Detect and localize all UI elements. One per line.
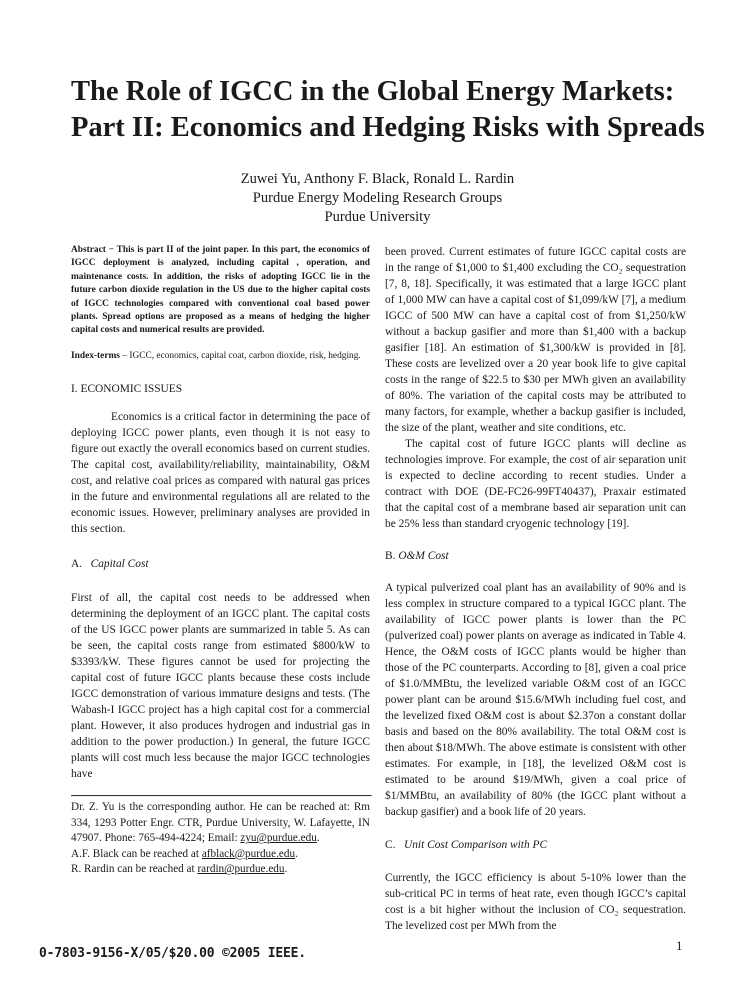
subsection-b-label: B.	[385, 550, 396, 562]
footnote-corresponding: Dr. Z. Yu is the corresponding author. He can be reached at: Rm 334, 1293 Potter Engr. CTR, Purdue University, W. Lafayette, IN 47907. Phone: 765-494-4224; Email: zyu@purdue.edu.	[71, 801, 370, 845]
subsection-c-label: C.	[385, 839, 396, 851]
subsection-heading-unit-cost	[385, 837, 686, 853]
email-link-black[interactable]: afblack@purdue.edu	[201, 847, 296, 860]
index-terms	[71, 350, 370, 363]
title-line-2: Part II: Economics and Hedging Risks with Spreads	[71, 112, 705, 143]
abstract-label: Abstract	[71, 245, 106, 255]
subsection-b-title: O&M Cost	[398, 550, 449, 562]
index-terms-text: – IGCC, economics, capital coat, carbon dioxide, risk, hedging.	[119, 350, 361, 361]
right-column	[385, 244, 686, 934]
abstract	[71, 244, 370, 338]
footnote-black: A.F. Black can be reached at afblack@purdue.edu.	[71, 847, 298, 860]
unit-cost-paragraph: Currently, the IGCC efficiency is about 5-10% lower than the sub-critical PC in terms of heat rate, even though IGCC’s capital cost is a bit higher without the inclusion of CO₂ sequestration. The levelized cost per MWh from the	[385, 872, 686, 932]
subsection-heading-capital-cost	[71, 556, 370, 572]
capital-cost-paragraph: First of all, the capital cost needs to be addressed when determining the deployment of an IGCC plant. The capital costs of the US IGCC power plants are summarized in table 5. As can be seen, the capital costs range from estimated $800/kW to $3393/kW. These figures cannot be used for projecting the capital cost of future IGCC plants because these costs include IGCC demonstration of various immature designs and tests. (The Wabash-I IGCC project has a high capital cost for a commercial plant. However, it also produces hydrogen and industrial gas in addition to the power production.) In general, the future IGCC plants will cost much less because the major IGCC technologies have	[71, 592, 370, 781]
capital-cost-decline-paragraph: The capital cost of future IGCC plants will decline as technologies improve. For example, the cost of air separation unit is expected to decline according to recent studies. Under a contract with DOE (DE-FC26-99FT40437), Praxair estimated that the capital cost of a membrane based air separation unit can be 25% less than standard cryogenic technology [19].	[385, 438, 686, 530]
subsection-c-title: Unit Cost Comparison with PC	[404, 839, 548, 851]
paper-title	[71, 74, 711, 146]
footnote-black-prefix: A.F. Black can be reached at	[71, 847, 202, 860]
email-link-rardin[interactable]: rardin@purdue.edu	[197, 863, 285, 876]
author-block	[0, 170, 755, 227]
om-cost-paragraph: A typical pulverized coal plant has an availability of 90% and is less complex in structure compared to a typical IGCC plant. The availability of IGCC power plants is lower than the PC (pulverized coal) power plants on average as indicated in Table 4. Hence, the O&M costs of IGCC plants would be higher than those of the PC counterparts. According to [8], given a coal price of $1.0/MMBtu, the levelized variable O&M cost of an IGCC power plant can be around $15.6/MWh including fuel cost, and the levelized fixed O&M cost is about $2.37on a constant dollar basis and based on the 80% availability. The total O&M cost is then about $18/MWh. The above estimate is consistent with other estimates. For example, in [18], the levelized O&M cost is estimated to be around $19/MWh, given a coal price of $1/MMBtu, an availability of 80% (the IGCC plant without a backup gasifier) and a book life of 20 years.	[385, 582, 686, 818]
index-terms-label: Index-terms	[71, 350, 120, 361]
left-column	[71, 244, 370, 878]
subsection-a-label: A.	[71, 558, 83, 571]
capital-cost-continued-paragraph: been proved. Current estimates of future IGCC capital costs are in the range of $1,000 to $1,400 excluding the CO₂ sequestration [7, 8, 18]. Specifically, it was estimated that a large IGCC plant of 1,000 MW can have a capital cost of $1,099/kW [7], a medium IGCC of 500 MW can have a capital cost of from $1,250/kW without a backup gasifier and more than $1,400 with a backup gasifier [18]. An estimation of $1,300/kW is provided in [8]. These costs are levelized over a 20 year book life to give capital costs in the range of $22.5 to $30 per MWh given an availability of 80%. The variation of the capital costs may be attributed to many factors, for example, whether a backup gasifier is included, the size of the plant, weather and site conditions, etc.	[385, 246, 686, 434]
footnote	[71, 800, 370, 878]
ieee-copyright-id: 0-7803-9156-X/05/$20.00 ©2005 IEEE.	[39, 946, 306, 961]
author-names: Zuwei Yu, Anthony F. Black, Ronald L. Rardin	[240, 171, 515, 187]
page-number: 1	[676, 938, 683, 953]
footnote-rardin: R. Rardin can be reached at rardin@purdue.edu.	[71, 863, 288, 876]
section-intro-paragraph: Economics is a critical factor in determining the pace of deploying IGCC power plants, even though it is not easy to figure out exactly the overall economics based on current studies. The capital cost, availability/reliability, maintainability, O&M cost, and relative coal prices as compared with natural gas prices in the future and environmental regulations all are related to the economic issues. However, preliminary analyses are provided in this section.	[71, 411, 370, 536]
email-link-yu[interactable]: zyu@purdue.edu	[240, 832, 317, 845]
footnote-rardin-prefix: R. Rardin can be reached at	[71, 863, 198, 876]
subsection-heading-om-cost	[385, 548, 686, 564]
title-line-1: The Role of IGCC in the Global Energy Markets:	[71, 76, 675, 107]
author-group: Purdue Energy Modeling Research Groups	[252, 190, 503, 206]
subsection-a-title: Capital Cost	[90, 558, 149, 571]
abstract-text: This is part II of the joint paper. In this part, the economics of IGCC deployment is analyzed, including capital , operation, and maintenance costs. In addition, the risks of adopting IGCC lie in the future carbon dioxide regulation in the US due to the higher capital costs of IGCC technologies compared with conventional coal based power plants. Spread options are proposed as a means of hedging the higher capital costs and numerical results are provided.	[71, 245, 370, 336]
section-heading-economic-issues: I. ECONOMIC ISSUES	[71, 383, 183, 396]
footnote-divider	[71, 795, 372, 797]
footnote-corresponding-text: Dr. Z. Yu is the corresponding author. He can be reached at: Rm 334, 1293 Potter Engr. CTR, Purdue University, W. Lafayette, IN 47907. Phone: 765-494-4224; Email:	[71, 801, 370, 845]
abstract-dash: −	[105, 245, 117, 255]
author-university: Purdue University	[324, 209, 431, 225]
